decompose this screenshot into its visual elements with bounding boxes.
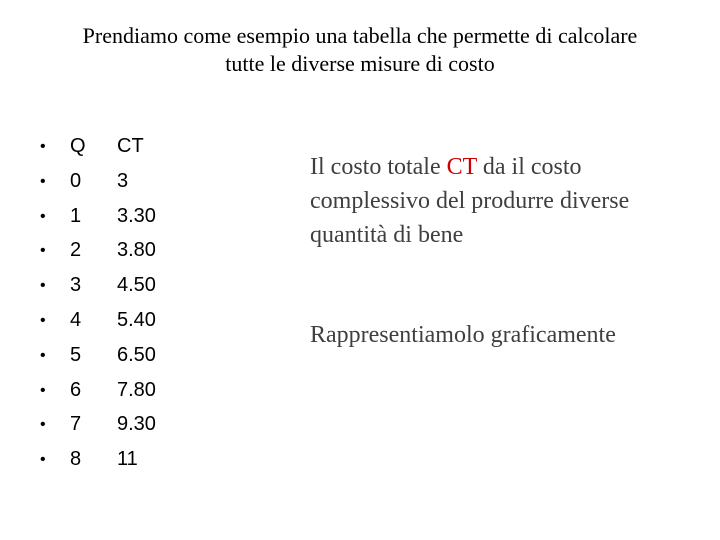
table-header-row <box>40 129 180 164</box>
table-row <box>40 268 180 303</box>
cell-q: 2 <box>70 239 82 262</box>
cell-ct: 7.80 <box>117 378 156 401</box>
table-row <box>40 164 180 199</box>
cell-q: 6 <box>70 378 82 401</box>
table-row <box>40 373 180 408</box>
table-row <box>40 338 180 373</box>
bullet-icon: • <box>40 381 46 399</box>
bullet-icon: • <box>40 138 46 155</box>
cell-ct: 9.30 <box>117 413 156 436</box>
description-term: CT <box>446 154 477 180</box>
table-row <box>40 303 180 338</box>
slide-title-line-1: Prendiamo come esempio una tabella che permette di calcolare <box>82 23 638 48</box>
cell-q: 7 <box>70 413 82 436</box>
bullet-icon: • <box>40 172 46 190</box>
slide-title <box>30 22 690 78</box>
description-prefix: Il costo totale <box>310 154 447 180</box>
slide-title-line-2: tutte le diverse misure di costo <box>225 51 495 76</box>
table-row <box>40 407 180 442</box>
cost-table-list <box>40 129 180 477</box>
bullet-icon: • <box>40 311 46 329</box>
cell-ct: 3 <box>117 169 129 192</box>
bullet-icon: • <box>40 346 46 364</box>
bullet-icon: • <box>40 242 46 260</box>
cell-q: 5 <box>70 343 82 366</box>
bullet-icon: • <box>40 207 46 225</box>
cell-q: 3 <box>70 274 82 297</box>
cell-q: 0 <box>70 169 82 192</box>
cell-ct: 11 <box>117 448 138 471</box>
cell-ct: 5.40 <box>117 308 156 331</box>
bullet-icon: • <box>40 416 46 434</box>
bullet-icon: • <box>40 451 46 469</box>
description-suffix: da il costo complessivo del produrre diverse quantità di bene <box>310 154 630 248</box>
cell-q: 8 <box>70 448 82 471</box>
cell-q: 1 <box>70 204 82 227</box>
header-ct: CT <box>117 135 144 157</box>
description-text <box>310 150 650 252</box>
table-row <box>40 233 180 268</box>
cell-ct: 3.30 <box>117 204 156 227</box>
cell-ct: 6.50 <box>117 343 156 366</box>
header-q: Q <box>70 135 86 157</box>
table-row <box>40 199 180 234</box>
cell-ct: 3.80 <box>117 239 156 262</box>
table-row <box>40 442 180 477</box>
bullet-icon: • <box>40 277 46 295</box>
cell-q: 4 <box>70 308 82 331</box>
cell-ct: 4.50 <box>117 274 156 297</box>
call-to-action-text: Rappresentiamolo graficamente <box>310 322 616 348</box>
